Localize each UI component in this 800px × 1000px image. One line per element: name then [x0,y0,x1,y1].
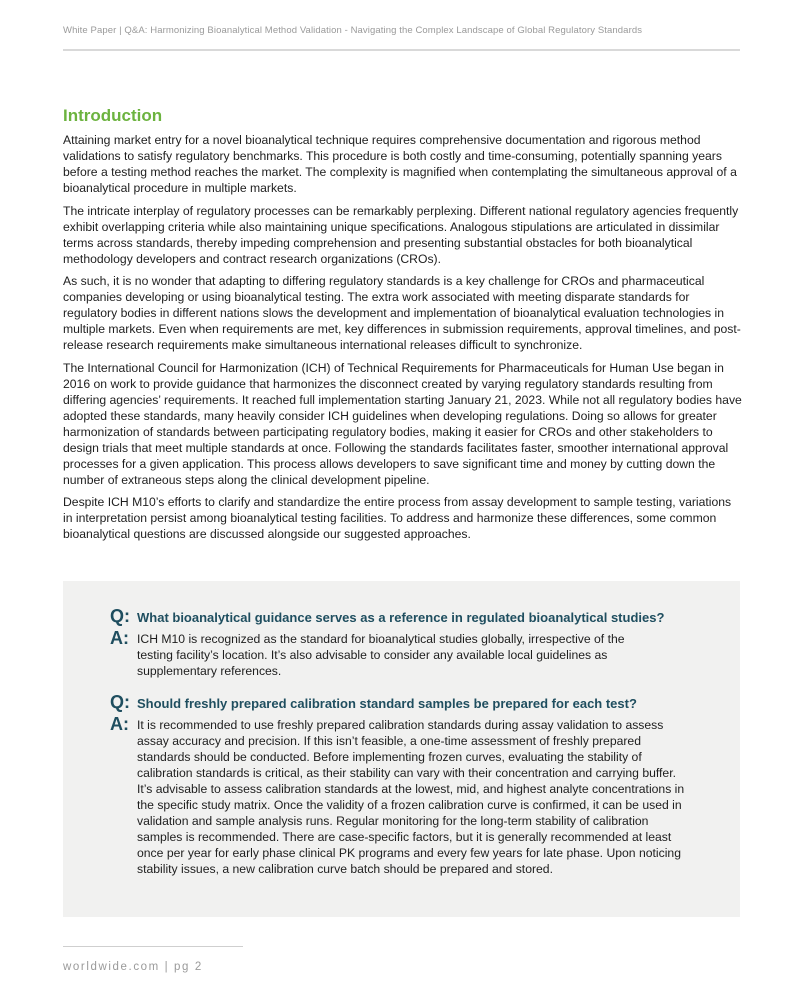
intro-paragraph-4: The International Council for Harmonization (ICH) of Technical Requirements for Pharmaceuticals for Human Use began in 2016 on work to provide guidance that harmonizes the disconnect created by varying regulatory standards resulting from differing agencies’ requirements. It reached full implementation starting January 21, 2023. While not all regulatory bodies have adopted these standards, many heavily consider ICH guidelines when developing regulations. Doing so allows for greater harmonization of standards between participating regulatory bodies, making it easier for CROs and other stakeholders to design trials that meet multiple standards at once. Following the standards facilitates faster, smoother international approval processes for a given application. This process allows developers to save significant time and money by cutting down the number of extraneous steps along the clinical development pipeline. [63,360,742,487]
footer-divider [63,946,243,947]
qa-question-row [110,606,700,626]
qa-answer-row [110,628,700,679]
intro-paragraph-3: As such, it is no wonder that adapting to differing regulatory standards is a key challenge for CROs and pharmaceutical companies developing or using bioanalytical testing. The extra work associated with meeting disparate standards for regulatory bodies in different nations slows the development and implementation of bioanalytical evaluation technologies in multiple markets. Even when requirements are met, key differences in submission requirements, approval timelines, and post-release research requirements make simultaneous international releases difficult to synchronize. [63,274,741,352]
introduction-body [63,132,743,549]
intro-paragraph-5: Despite ICH M10’s efforts to clarify and standardize the entire process from assay development to sample testing, variations in interpretation persist among bioanalytical testing facilities. To address and harmonize these differences, some common bioanalytical questions are discussed alongside our suggested approaches. [63,495,732,541]
qa-answer-text: ICH M10 is recognized as the standard for bioanalytical studies globally, irrespective of the testing facility’s location. It’s also advisable to consider any available local guidelines as supplementary references. [137,632,625,678]
question-marker: Q: [110,692,130,712]
answer-marker: A: [110,628,129,648]
qa-question-row [110,692,700,712]
intro-paragraph-2: The intricate interplay of regulatory processes can be remarkably perplexing. Different national regulatory agencies frequently exhibit overlapping criteria while also maintaining unique specifications. Analogous stipulations are articulated in dissimilar terms across standards, thereby impeding comprehension and presenting substantial obstacles for both bioanalytical methodology developers and contract research organizations (CROs). [63,203,739,266]
qa-question-text: What bioanalytical guidance serves as a reference in regulated bioanalytical studies? [137,610,665,625]
question-marker: Q: [110,606,130,626]
footer-page-label: worldwide.com | pg 2 [63,961,203,973]
qa-callout-box [63,581,740,917]
qa-answer-row [110,714,700,877]
qa-item-2 [110,692,700,877]
qa-item-1 [110,606,700,679]
header-divider [63,49,740,51]
qa-answer-text: It is recommended to use freshly prepared calibration standards during assay validation to assess assay accuracy and precision. If this isn’t feasible, a one-time assessment of freshly prepared standards should be conducted. Before implementing frozen curves, evaluating the stability of calibration standards is critical, as their stability can vary with their concentration and carrying buffer. It’s advisable to assess calibration standards at the lowest, mid, and highest analyte concentrations in the specific study matrix. Once the validity of a frozen calibration curve is confirmed, it can be used in validation and sample analysis runs. Regular monitoring for the long-term stability of calibration samples is recommended. There are case-specific factors, but it is generally recommended at least once per year for early phase clinical PK programs and every few years for late phase. Upon noticing stability issues, a new calibration curve batch should be prepared and stored. [137,718,685,876]
qa-question-text: Should freshly prepared calibration standard samples be prepared for each test? [137,696,637,711]
section-heading-introduction: Introduction [63,106,163,125]
answer-marker: A: [110,714,129,734]
intro-paragraph-1: Attaining market entry for a novel bioanalytical technique requires comprehensive documentation and rigorous method validations to satisfy regulatory benchmarks. This procedure is both costly and time-consuming, potentially spanning years before a testing method reaches the market. The complexity is magnified when contemplating the simultaneous approval of a bioanalytical procedure in multiple markets. [63,133,737,195]
running-header: White Paper | Q&A: Harmonizing Bioanalytical Method Validation - Navigating the Complex Landscape of Global Regulatory Standards [63,25,643,36]
